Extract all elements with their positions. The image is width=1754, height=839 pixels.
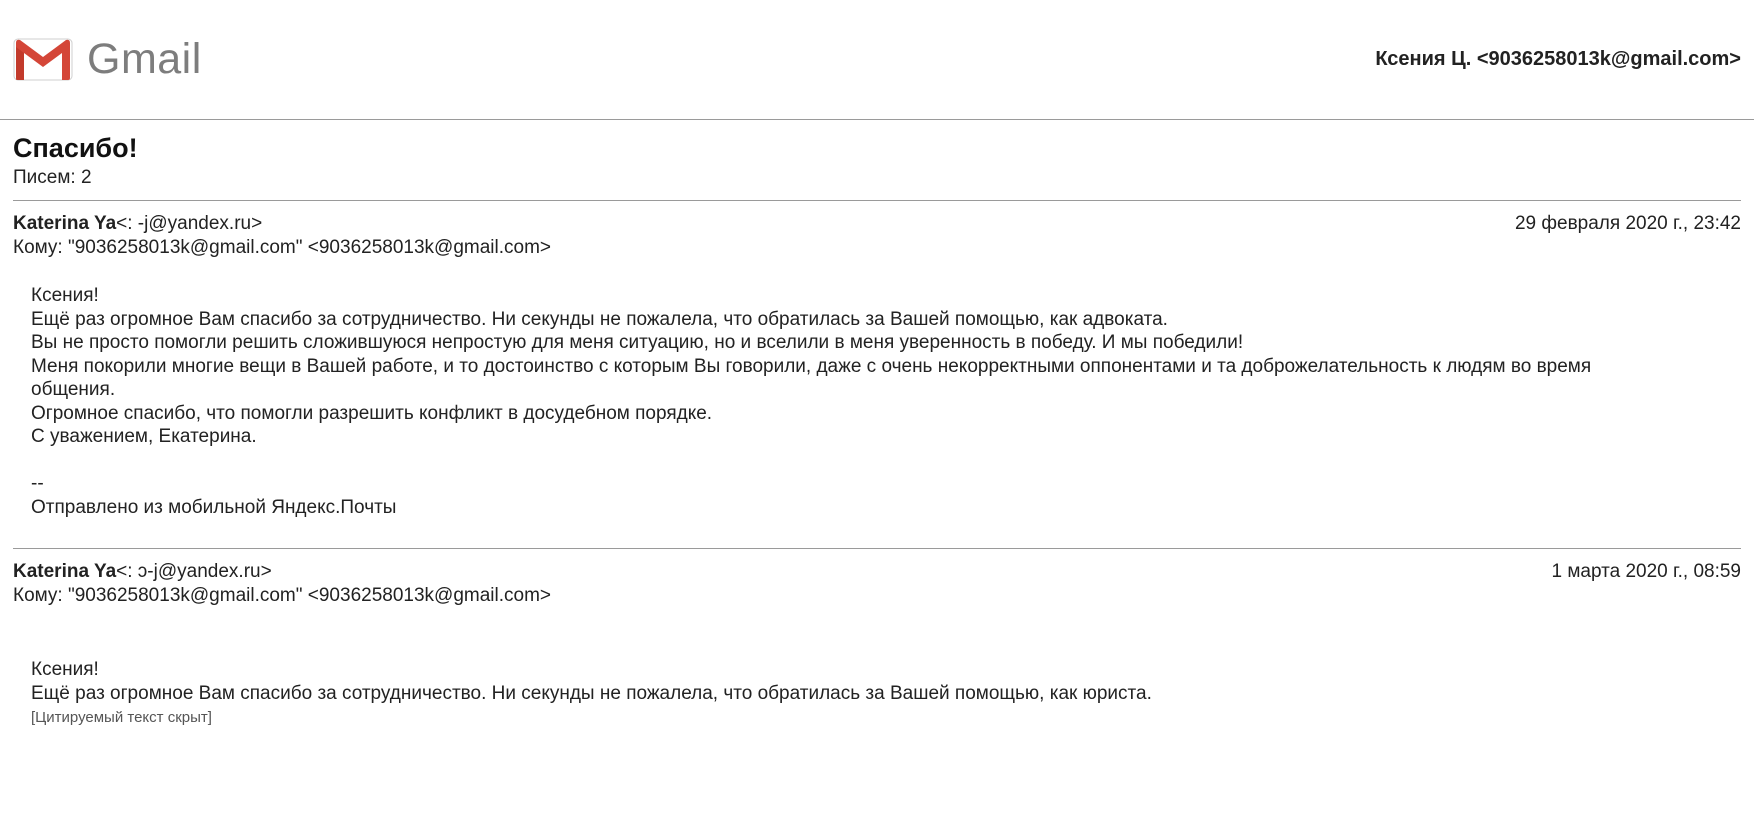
thread-subject: Спасибо!: [13, 133, 138, 163]
sender-name: Katerina Ya: [13, 561, 117, 582]
message-meta: [13, 560, 1741, 584]
print-header: [13, 0, 1741, 120]
account-identity: Ксения Ц. <9036258013k@gmail.com>: [1375, 48, 1741, 70]
recipient-line: Кому: "9036258013k@gmail.com" <9036258013k@gmail.com>: [13, 585, 551, 606]
gmail-wordmark: Gmail: [87, 35, 202, 83]
gmail-logo: [13, 35, 202, 84]
gmail-envelope-icon: [13, 37, 73, 82]
message-body: Ксения! Ещё раз огромное Вам спасибо за сотрудничество. Ни секунды не пожалела, что обратилась за Вашей помощью, как адвоката. Вы не просто помогли решить сложившуюся непростую для меня ситуацию, но и вселили в меня уверенность в победу. И мы победили! Меня покорили многие вещи в Вашей работе, и то достоинство с которым Вы говорили, даже с очень некорректными оппонентами и та доброжелательность к людям во время общения. Огромное спасибо, что помогли разрешить конфликт в досудебном порядке. С уважением, Екатерина. -- Отправлено из мобильной Яндекс.Почты: [31, 285, 1592, 518]
sender-name: Katerina Ya: [13, 213, 117, 234]
message-date: 1 марта 2020 г., 08:59: [1551, 561, 1741, 582]
sender-email: <: ɔ-j@yandex.ru>: [116, 561, 272, 582]
header-divider: [0, 119, 1754, 120]
sender-email: <: -j@yandex.ru>: [116, 213, 263, 234]
message-item: [13, 212, 1741, 519]
message-divider: [13, 548, 1741, 549]
message-body: Ксения! Ещё раз огромное Вам спасибо за сотрудничество. Ни секунды не пожалела, что обратилась за Вашей помощью, как юриста.: [31, 659, 1152, 704]
quoted-text-toggle[interactable]: [Цитируемый текст скрыт]: [31, 709, 212, 726]
message-meta: [13, 212, 1741, 236]
recipient-line: Кому: "9036258013k@gmail.com" <9036258013k@gmail.com>: [13, 237, 551, 258]
thread-divider: [13, 200, 1741, 201]
thread-header: [13, 132, 138, 190]
message-count: Писем: 2: [13, 167, 92, 188]
message-date: 29 февраля 2020 г., 23:42: [1514, 213, 1741, 234]
message-item: [13, 560, 1741, 726]
